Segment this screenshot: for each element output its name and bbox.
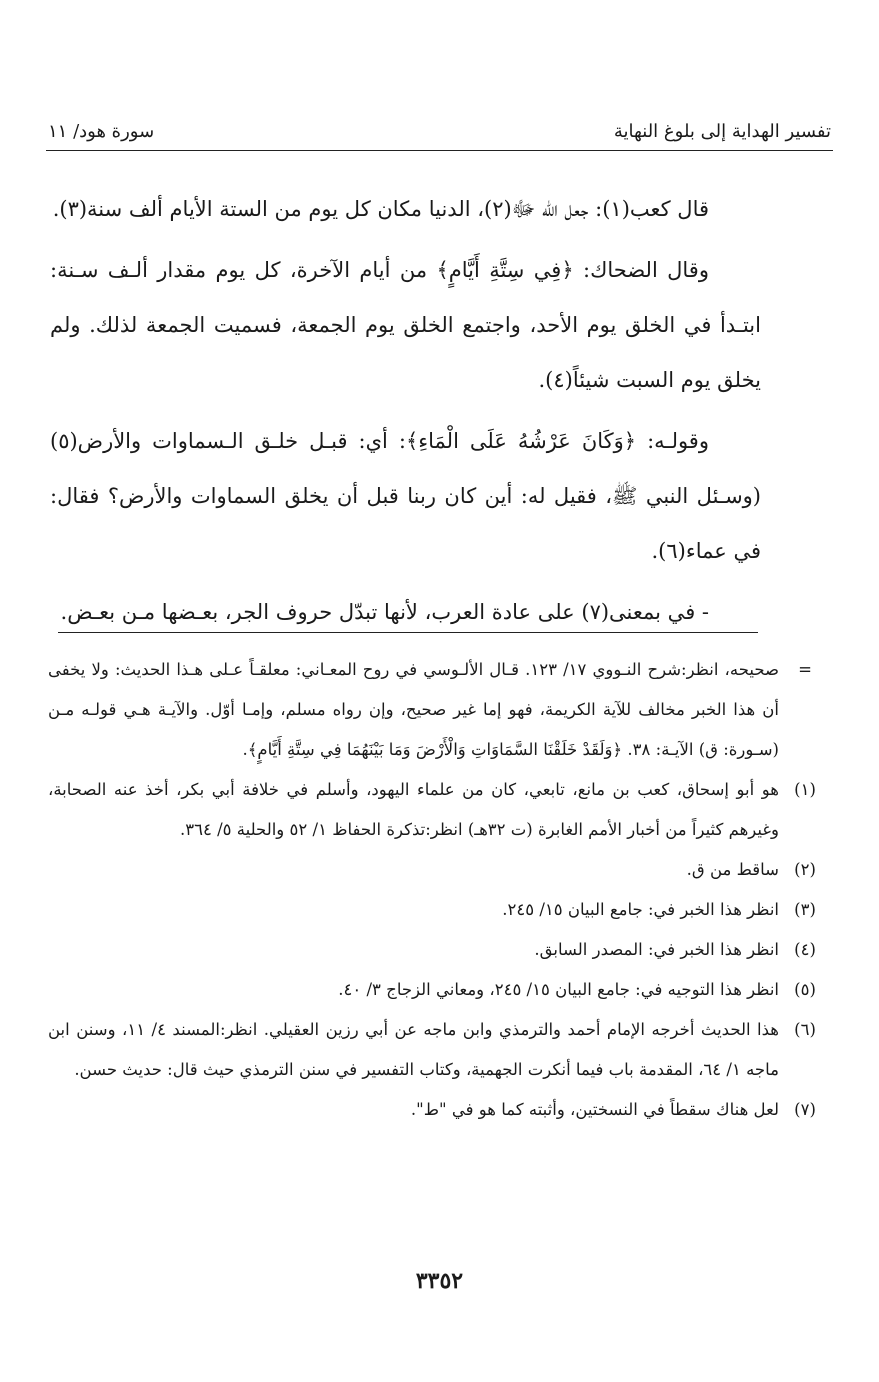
footnote-7 [48, 1090, 831, 1130]
footnote-text: انظر هذا الخبر في: المصدر السابق. [534, 940, 779, 959]
footnote-text: لعل هناك سقطاً في النسختين، وأثبته كما هو في "ط". [410, 1100, 779, 1119]
footnote-number: (٤) [794, 940, 816, 959]
paragraph-kaab: قال كعب(١): جعل الله ﷻ(٢)، الدنيا مكان كل يوم من الستة الأيام ألف سنة(٣). [52, 197, 709, 221]
footnote-number: (٥) [794, 980, 816, 999]
footnote-2 [48, 850, 831, 890]
footnote-5 [48, 970, 831, 1010]
footnote-text: ساقط من ق. [686, 860, 779, 879]
header-rule [46, 150, 833, 151]
footnote-text: هذا الحديث أخرجه الإمام أحمد والترمذي وابن ماجه عن أبي رزين العقيلي. انظر:المسند ٤/ ١١، وسنن ابن ماجه ١/ ٦٤، المقدمة باب فيما أنكرت الجهمية، وكتاب التفسير في سنن الترمذي حيث قال: حديث حسن. [48, 1020, 779, 1079]
book-title: تفسير الهداية إلى بلوغ النهاية [613, 120, 831, 142]
surah-section: سورة هود/ ١١ [48, 120, 155, 142]
page-number: ٣٣٥٢ [415, 1268, 464, 1294]
footnote-4 [48, 930, 831, 970]
footnote-number: (١) [794, 780, 816, 799]
footnote-text: انظر هذا الخبر في: جامع البيان ١٥/ ٢٤٥. [502, 900, 779, 919]
footnote-number: (٧) [794, 1100, 816, 1119]
paragraph-preposition: - في بمعنى(٧) على عادة العرب، لأنها تبدّل حروف الجر، بعـضها مـن بعـض. [60, 600, 709, 624]
footnote-text: صحيحه، انظر:شرح النـووي ١٧/ ١٢٣. قـال الألـوسي في روح المعـاني: معلقـاً عـلى هـذا الحديث: ولا يخفى أن هذا الخبر مخالف للآية الكريمة، فهو إما غير صحيح، وإن رواه مسلم، وإمـا أوّل. والآيـة هـي قولـه مـن (سـورة: ق) الآيـة: ٣٨. ﴿وَلَقَدْ خَلَقْنَا السَّمَاوَاتِ وَالْأَرْضَ وَمَا بَيْنَهُمَا فِي سِتَّةِ أَيَّامٍ﴾. [48, 660, 779, 759]
footnote-continued [48, 650, 831, 770]
paragraph-throne: وقولـه: ﴿وَكَانَ عَرْشُهُ عَلَى الْمَاءِ﴾: أي: قبـل خلـق الـسماوات والأرض(٥) (وسـئل النبي ﷺ، فقيل له: أين كان ربنا قبل أن يخلق السماوات والأرض؟ فقال: في عماء(٦). [50, 429, 761, 563]
footnote-text: انظر هذا التوجيه في: جامع البيان ١٥/ ٢٤٥، ومعاني الزجاج ٣/ ٤٠. [338, 980, 779, 999]
footnote-3 [48, 890, 831, 930]
footnote-number: (٦) [794, 1020, 816, 1039]
footnotes [48, 650, 831, 1130]
main-text [50, 182, 761, 646]
footnote-text: هو أبو إسحاق، كعب بن مانع، تابعي، كان من علماء اليهود، وأسلم في خلافة أبي بكر، أخذ عنه الصحابة، وغيرهم كثيراً من أخبار الأمم الغابرة (ت ٣٢هـ) انظر:تذكرة الحفاظ ١/ ٥٢ والحلية ٥/ ٣٦٤. [48, 780, 779, 839]
footnote-number: (٢) [794, 860, 816, 879]
footnote-6 [48, 1010, 831, 1090]
footnote-marker: = [798, 660, 812, 679]
paragraph-dahhak: وقال الضحاك: ﴿فِي سِتَّةِ أَيَّامٍ﴾ من أيام الآخرة، كل يوم مقدار ألـف سـنة: ابتـدأ في الخلق يوم الأحد، واجتمع الخلق يوم الجمعة، فسميت الجمعة لذلك. ولم يخلق يوم السبت شيئاً(٤). [50, 258, 761, 392]
footnote-number: (٣) [794, 900, 816, 919]
footnote-rule [58, 632, 758, 633]
footnote-1 [48, 770, 831, 850]
running-header [48, 115, 831, 147]
